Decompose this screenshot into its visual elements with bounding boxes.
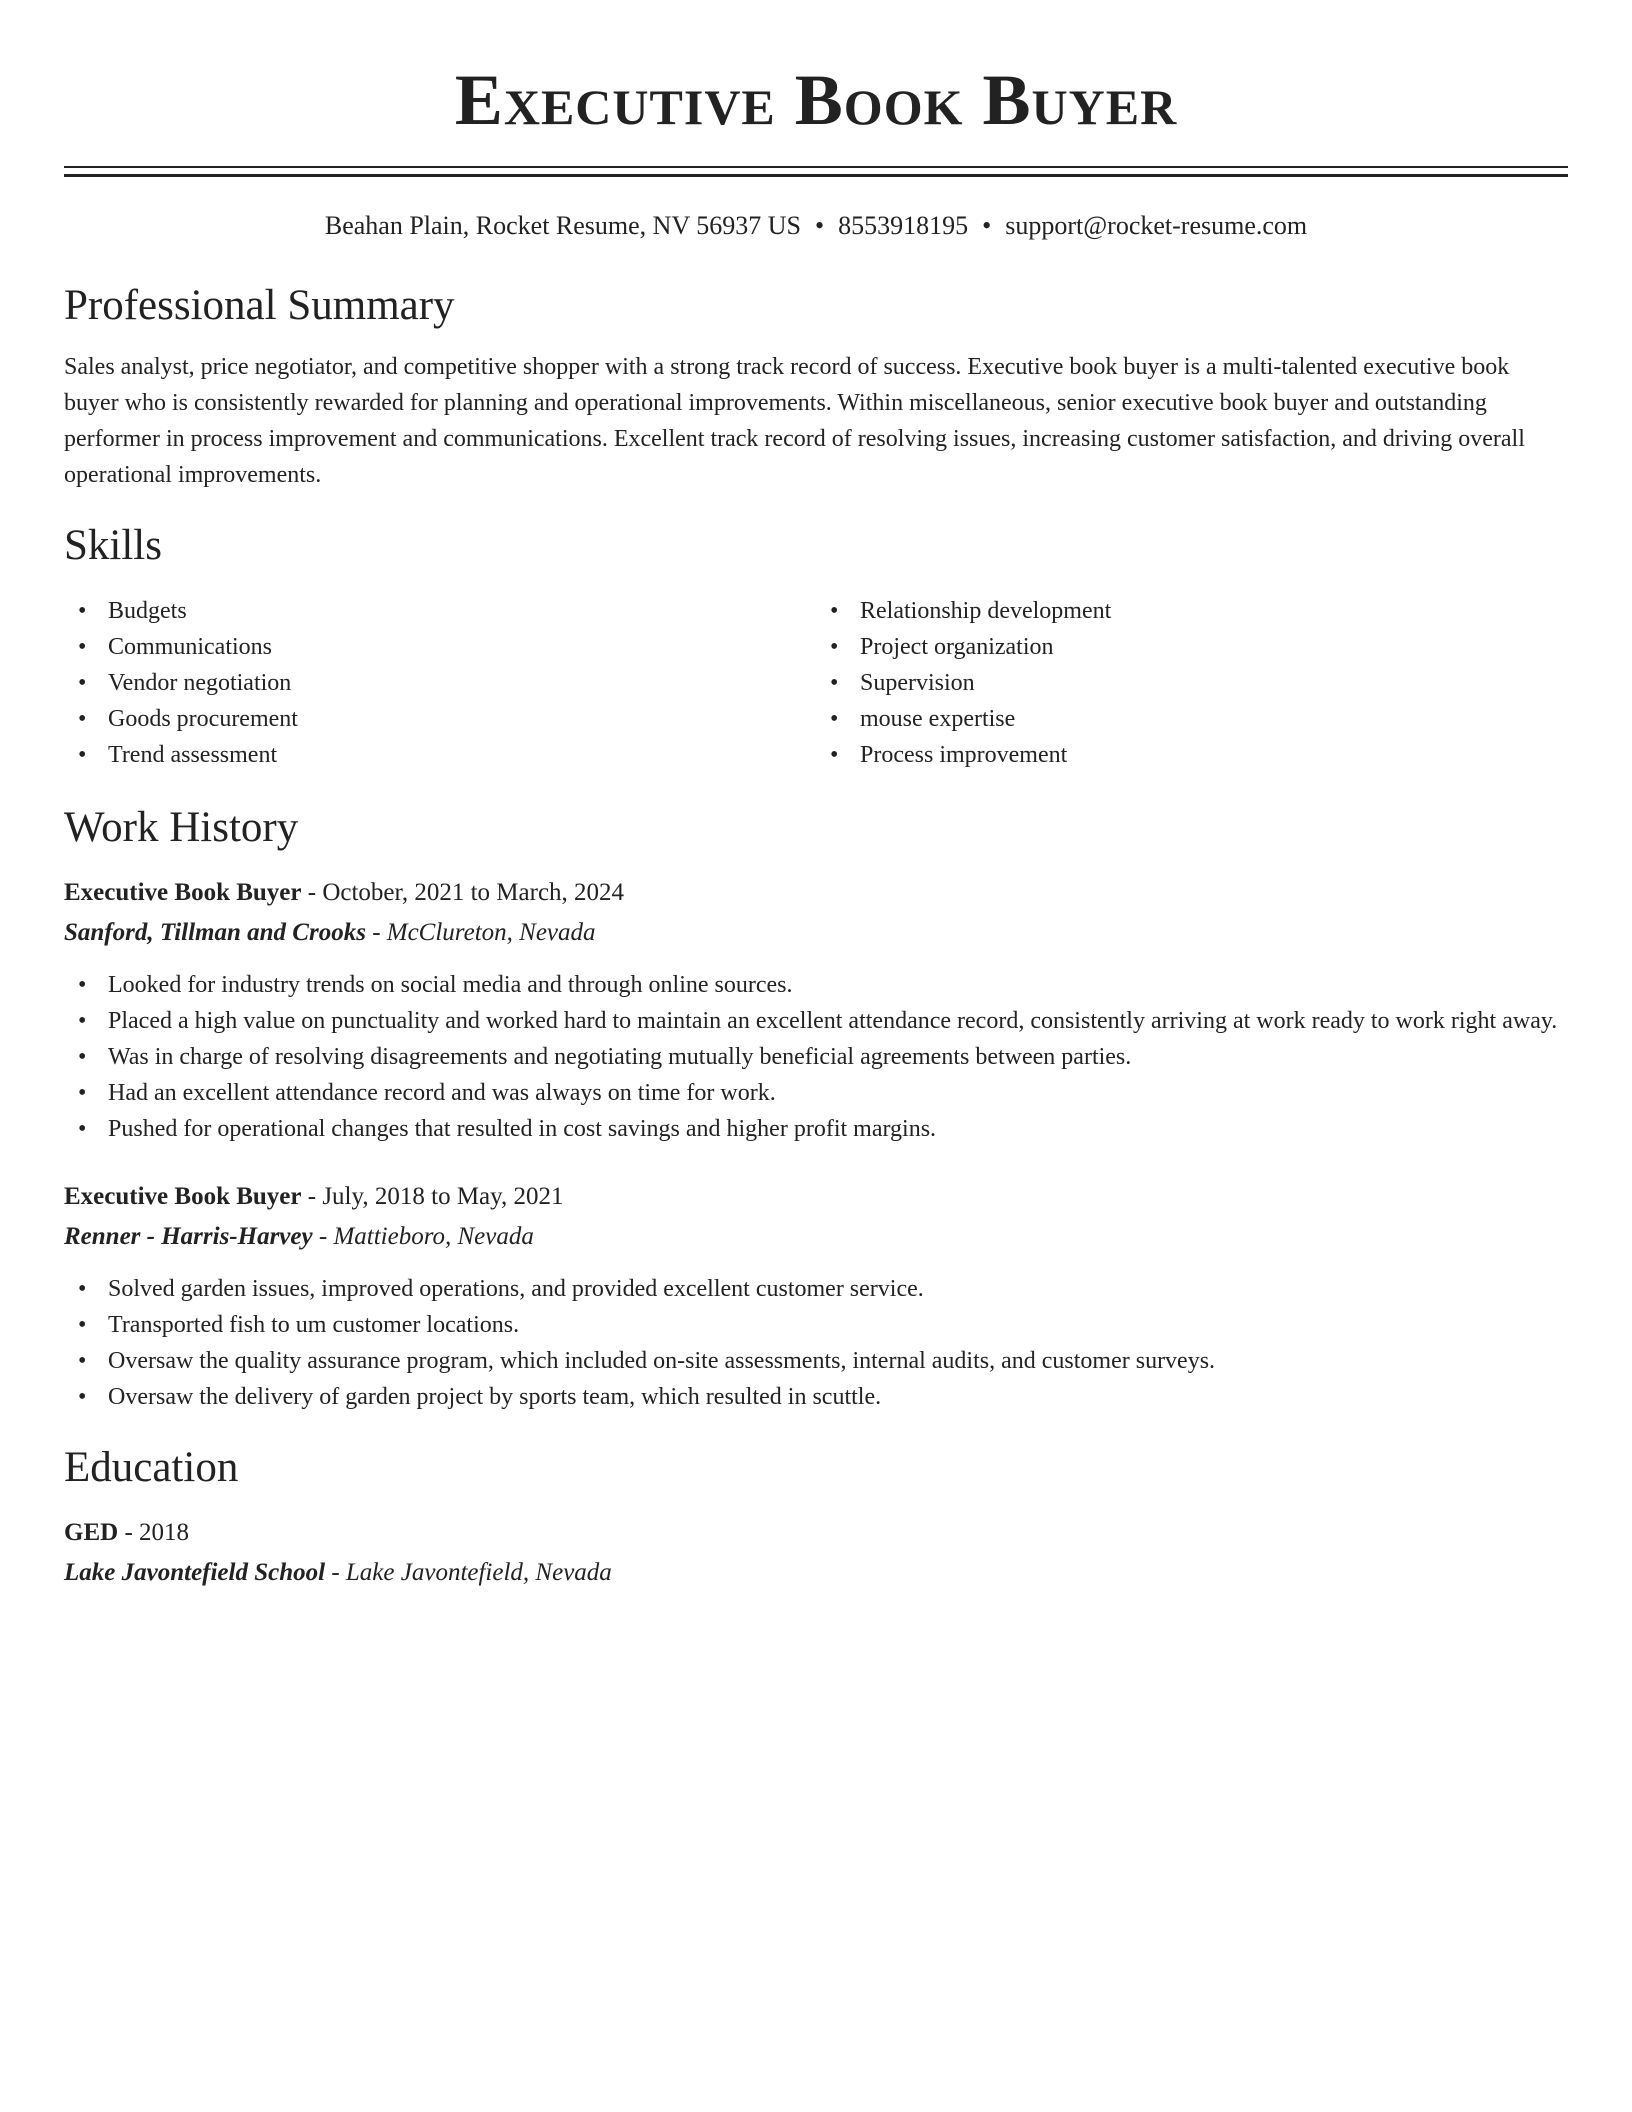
job-separator: - <box>301 1183 323 1210</box>
resume-name: Executive Book Buyer <box>454 60 1178 140</box>
job-title: Executive Book Buyer <box>64 1183 302 1210</box>
skill-item: • Project organization <box>816 629 1568 665</box>
company-separator: - <box>312 1223 334 1250</box>
job-entry <box>64 1179 1568 1415</box>
header-divider <box>64 166 1568 177</box>
company-location: McClureton, Nevada <box>386 919 596 946</box>
company-location: Mattieboro, Nevada <box>333 1223 534 1250</box>
skill-item: • Relationship development <box>816 593 1568 629</box>
degree: GED <box>64 1519 119 1546</box>
skill-item: • Vendor negotiation <box>64 665 816 701</box>
skill-item: • Communications <box>64 629 816 665</box>
job-bullets <box>64 1271 1568 1415</box>
job-bullet: • Had an excellent attendance record and was always on time for work. <box>64 1075 1568 1111</box>
job-title-line <box>64 1179 1568 1215</box>
job-title: Executive Book Buyer <box>64 879 302 906</box>
education-heading: Education <box>64 1444 239 1491</box>
job-bullet: • Oversaw the quality assurance program, which included on-site assessments, internal audits, and customer surveys. <box>64 1343 1568 1379</box>
job-bullet: • Pushed for operational changes that resulted in cost savings and higher profit margins. <box>64 1111 1568 1147</box>
summary-heading: Professional Summary <box>64 282 455 329</box>
summary-text: Sales analyst, price negotiator, and competitive shopper with a strong track record of success. Executive book buyer is a multi-talented executive book buyer who is consistently rewarded for planning and operational improvements. Within miscellaneous, senior executive book buyer and outstanding performer in process improvement and communications. Excellent track record of resolving issues, increasing customer satisfaction, and driving overall operational improvements. <box>64 354 1525 488</box>
graduation-year: 2018 <box>139 1519 190 1546</box>
education-entry <box>64 1515 1568 1591</box>
skills-list <box>64 593 1568 773</box>
company-line <box>64 1219 1568 1255</box>
degree-separator: - <box>118 1519 140 1546</box>
job-entry <box>64 875 1568 1147</box>
company-line <box>64 915 1568 951</box>
job-bullet: • Oversaw the delivery of garden project by sports team, which resulted in scuttle. <box>64 1379 1568 1415</box>
company-name: Sanford, Tillman and Crooks <box>64 919 366 946</box>
degree-line <box>64 1515 1568 1551</box>
work-history-heading: Work History <box>64 804 299 851</box>
school-location: Lake Javontefield, Nevada <box>345 1559 612 1586</box>
school-separator: - <box>325 1559 346 1586</box>
company-separator: - <box>365 919 387 946</box>
contact-line <box>64 211 1568 241</box>
job-dates: October, 2021 to March, 2024 <box>322 879 625 906</box>
school-line <box>64 1555 1568 1591</box>
skills-heading: Skills <box>64 522 162 569</box>
job-bullet: • Looked for industry trends on social media and through online sources. <box>64 967 1568 1003</box>
contact-address: Beahan Plain, Rocket Resume, NV 56937 US <box>324 211 801 240</box>
job-bullets <box>64 967 1568 1147</box>
skill-item: • Trend assessment <box>64 737 816 773</box>
company-name: Renner - Harris-Harvey <box>64 1223 313 1250</box>
contact-email: support@rocket-resume.com <box>1005 211 1308 240</box>
skill-item: • Goods procurement <box>64 701 816 737</box>
skills-column-right <box>816 593 1568 773</box>
job-bullet: • Was in charge of resolving disagreements and negotiating mutually beneficial agreements between parties. <box>64 1039 1568 1075</box>
job-separator: - <box>301 879 323 906</box>
skill-item: • mouse expertise <box>816 701 1568 737</box>
contact-separator: • <box>815 211 825 240</box>
job-dates: July, 2018 to May, 2021 <box>322 1183 564 1210</box>
job-title-line <box>64 875 1568 911</box>
job-bullet: • Placed a high value on punctuality and worked hard to maintain an excellent attendance record, consistently arriving at work ready to work right away. <box>64 1003 1568 1039</box>
contact-phone: 8553918195 <box>838 211 969 240</box>
skill-item: • Budgets <box>64 593 816 629</box>
skills-column-left <box>64 593 816 773</box>
contact-separator: • <box>982 211 992 240</box>
job-bullet: • Solved garden issues, improved operations, and provided excellent customer service. <box>64 1271 1568 1307</box>
school-name: Lake Javontefield School <box>64 1559 326 1586</box>
skill-item: • Process improvement <box>816 737 1568 773</box>
skill-item: • Supervision <box>816 665 1568 701</box>
job-bullet: • Transported fish to um customer locations. <box>64 1307 1568 1343</box>
